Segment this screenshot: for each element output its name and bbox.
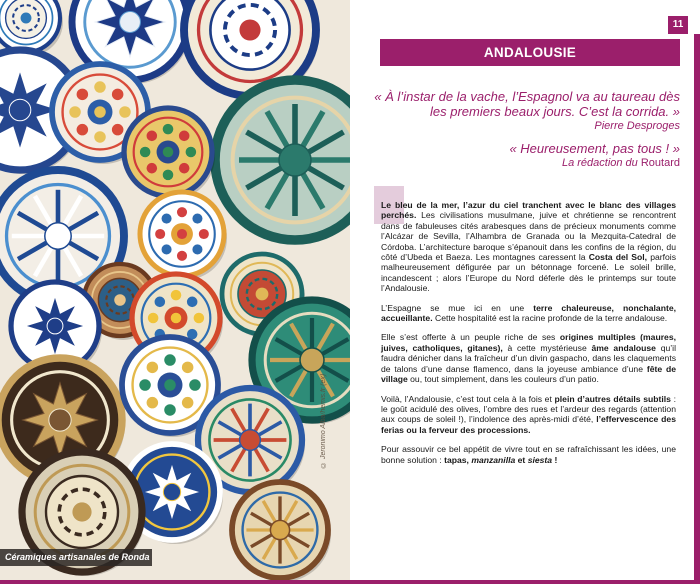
quote-text: « À l’instar de la vache, l’Espagnol va au taureau dès les premiers beaux jours. C’est la corrida. » [374, 89, 680, 119]
quote-author-prefix: La rédaction du [561, 157, 638, 169]
text-run: L’Espagne se mue ici en une [381, 302, 534, 313]
text-page [350, 0, 700, 584]
text-run: l’effervescence des ferias ou la ferveur des processions. [381, 414, 676, 435]
body-paragraph [381, 394, 676, 436]
epigraph-quote [374, 89, 680, 133]
text-run: Costa del Sol, [588, 252, 648, 263]
body-text [381, 200, 676, 474]
text-run: âme andalouse [591, 342, 656, 353]
epigraph-reply [374, 141, 680, 170]
text-run: plein d’autres détails subtils [554, 393, 671, 404]
quote-author [374, 156, 680, 170]
text-run: Elle s’est offerte à un peuple riche de ses [381, 332, 560, 343]
text-run: ! [552, 454, 558, 465]
text-run: Cette hospitalité est la racine profonde de la terre andalouse. [432, 313, 668, 324]
ceramic-plate [232, 482, 331, 582]
bottom-edge-bar [350, 580, 700, 584]
text-run: fête de village [381, 363, 676, 385]
text-run: à cette mystérieuse [502, 342, 592, 353]
body-paragraph [381, 200, 676, 294]
photo-caption: Céramiques artisanales de Ronda [0, 549, 152, 566]
right-edge-bar [694, 34, 700, 584]
text-run: Le bleu de la mer, l’azur du ciel tranchent avec le blanc des villages perchés. [381, 200, 676, 221]
text-run: : le goût acidulé des olives, l’ombre des rues et l’ardeur des regards (attention aux coups de soleil !), l’indolence des après-midi d’été, [381, 393, 676, 425]
text-run: manzanilla [471, 454, 516, 465]
page-number: 11 [668, 16, 688, 34]
quote-author: Pierre Desproges [594, 120, 680, 132]
text-run: qu’il faudra dénicher dans la fraîcheur d’un divin gaspacho, dans les claquements de talons d’une danse flamenco, dans la joyeuse ambiance d’une [381, 342, 676, 374]
text-run: Voilà, l’Andalousie, c’est tout cela à la fois et [381, 393, 555, 404]
text-run: parfois malheureusement défigurée par un bétonnage forcené. Le soleil brille, incandescent ; alors l’Europe du Nord déferle dès le printemps sur toute l’Andalousie. [381, 252, 677, 294]
ceramic-plate [215, 80, 350, 244]
section-title: ANDALOUSIE [380, 39, 680, 66]
body-paragraph [381, 303, 676, 324]
quote-author-name: Routard [640, 157, 680, 169]
quote-text: « Heureusement, pas tous ! » [509, 141, 680, 156]
photo-credit: © Jeronimo Alba/hemis.fr (ex) [320, 373, 327, 468]
text-run: et [515, 454, 528, 465]
text-run: siesta [527, 454, 553, 465]
text-run: tapas, [444, 454, 472, 465]
body-paragraph [381, 332, 676, 384]
text-run: terre chaleureuse, nonchalante, accueillante. [381, 302, 676, 324]
text-run: ou, tout simplement, dans les couleurs d’un patio. [407, 374, 599, 385]
photo-bottom-strip [0, 580, 350, 584]
body-paragraph [381, 444, 676, 465]
text-run: Les civilisations musulmane, juive et chrétienne se rencontrent dans de fabuleuses cités arabesques dans de précieux monuments comme l’Alcázar de Sevilla, l’Alhambra de Granada ou la Mezquita-Catedral de Córdoba. L’architecture baroque s’épanouit dans les confins de la région, du côté d’Ubeda et Baeza. Les montagnes caressent la [381, 210, 676, 263]
text-run: Pour assouvir ce bel appétit de vivre tout en se rafraîchissant les idées, une bonne solution : [381, 444, 676, 465]
text-run: origines multiples (maures, juives, catholiques, gitanes), [381, 332, 677, 353]
ceramic-plate [140, 192, 227, 280]
ceramic-plate [124, 108, 215, 200]
